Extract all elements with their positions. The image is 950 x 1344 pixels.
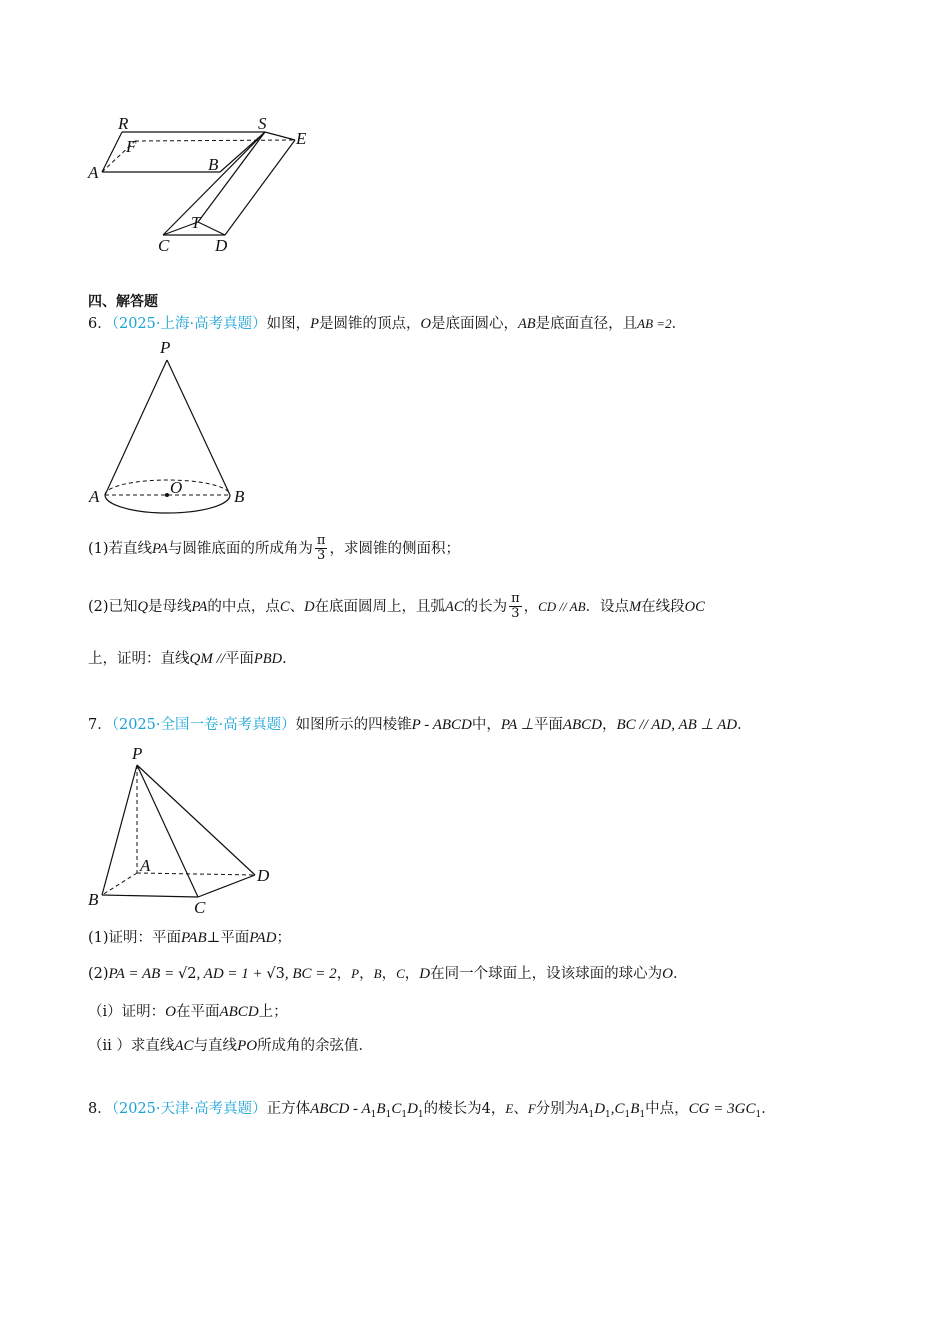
label-R: R xyxy=(118,114,129,133)
label-C: C xyxy=(194,898,206,917)
label-B: B xyxy=(208,155,219,174)
label-B: B xyxy=(88,890,99,909)
q7-source-tag: （2025·全国一卷·高考真题） xyxy=(111,717,296,733)
label-B: B xyxy=(234,487,245,506)
label-S: S xyxy=(258,114,267,133)
q6-source-tag: （2025·上海·高考真题） xyxy=(111,316,267,332)
q7-part1: (1)证明：平面PAB⊥平面PAD； xyxy=(88,930,291,946)
figure-pyramid xyxy=(80,740,290,920)
label-D: D xyxy=(215,236,228,255)
figure-cone xyxy=(80,335,270,520)
q7-sub1: （i）证明：O在平面ABCD上； xyxy=(88,1004,288,1020)
label-O: O xyxy=(170,478,183,497)
label-P: P xyxy=(160,338,171,357)
label-E: E xyxy=(296,129,307,148)
label-F: F xyxy=(126,137,137,156)
label-T: T xyxy=(191,213,201,232)
label-C: C xyxy=(158,236,170,255)
q7-stem: 7．（2025·全国一卷·高考真题）如图所示的四棱锥P - ABCD中，PA ⊥平面ABCD，BC // AD, AB ⊥ AD． xyxy=(88,717,752,733)
q6-part1: (1)若直线PA与圆锥底面的所成角为 $\frac{\pi}{3}$ ，求圆锥的侧面积； xyxy=(88,533,460,564)
label-P: P xyxy=(132,744,143,763)
label-D: D xyxy=(257,866,270,885)
q8-source-tag: （2025·天津·高考真题） xyxy=(111,1101,267,1117)
label-A: A xyxy=(88,163,99,182)
figure-prism xyxy=(80,110,330,260)
q6-part2-line1: (2)已知Q是母线PA的中点，点C、D在底面圆周上，且弧AC的长为 $\frac{\pi}{3}$ ，CD // AB．设点M在线段OC xyxy=(88,591,705,622)
q7-sub2: （ii ）求直线AC与直线PO所成角的余弦值． xyxy=(88,1038,374,1054)
q8-stem: 8．（2025·天津·高考真题）正方体ABCD - $A_1B_1C_1D_1$的棱长为4，E、F分别为$A_1D_1,C_1B_1$中点，CG = $3GC_1$． xyxy=(88,1101,776,1120)
section-title: 四、解答题 xyxy=(88,294,158,310)
q6-stem: 6．（2025·上海·高考真题）如图，P是圆锥的顶点，O是底面圆心，AB是底面直径，且AB =2． xyxy=(88,316,687,332)
label-A: A xyxy=(89,487,100,506)
label-A: A xyxy=(140,856,151,875)
q7-part2: (2)PA = AB = √2, AD = 1 + √3, BC = 2，P，B，C，D在同一个球面上，设该球面的球心为O． xyxy=(88,966,688,982)
q6-part2-line2: 上，证明：直线QM //平面PBD. xyxy=(88,651,287,667)
